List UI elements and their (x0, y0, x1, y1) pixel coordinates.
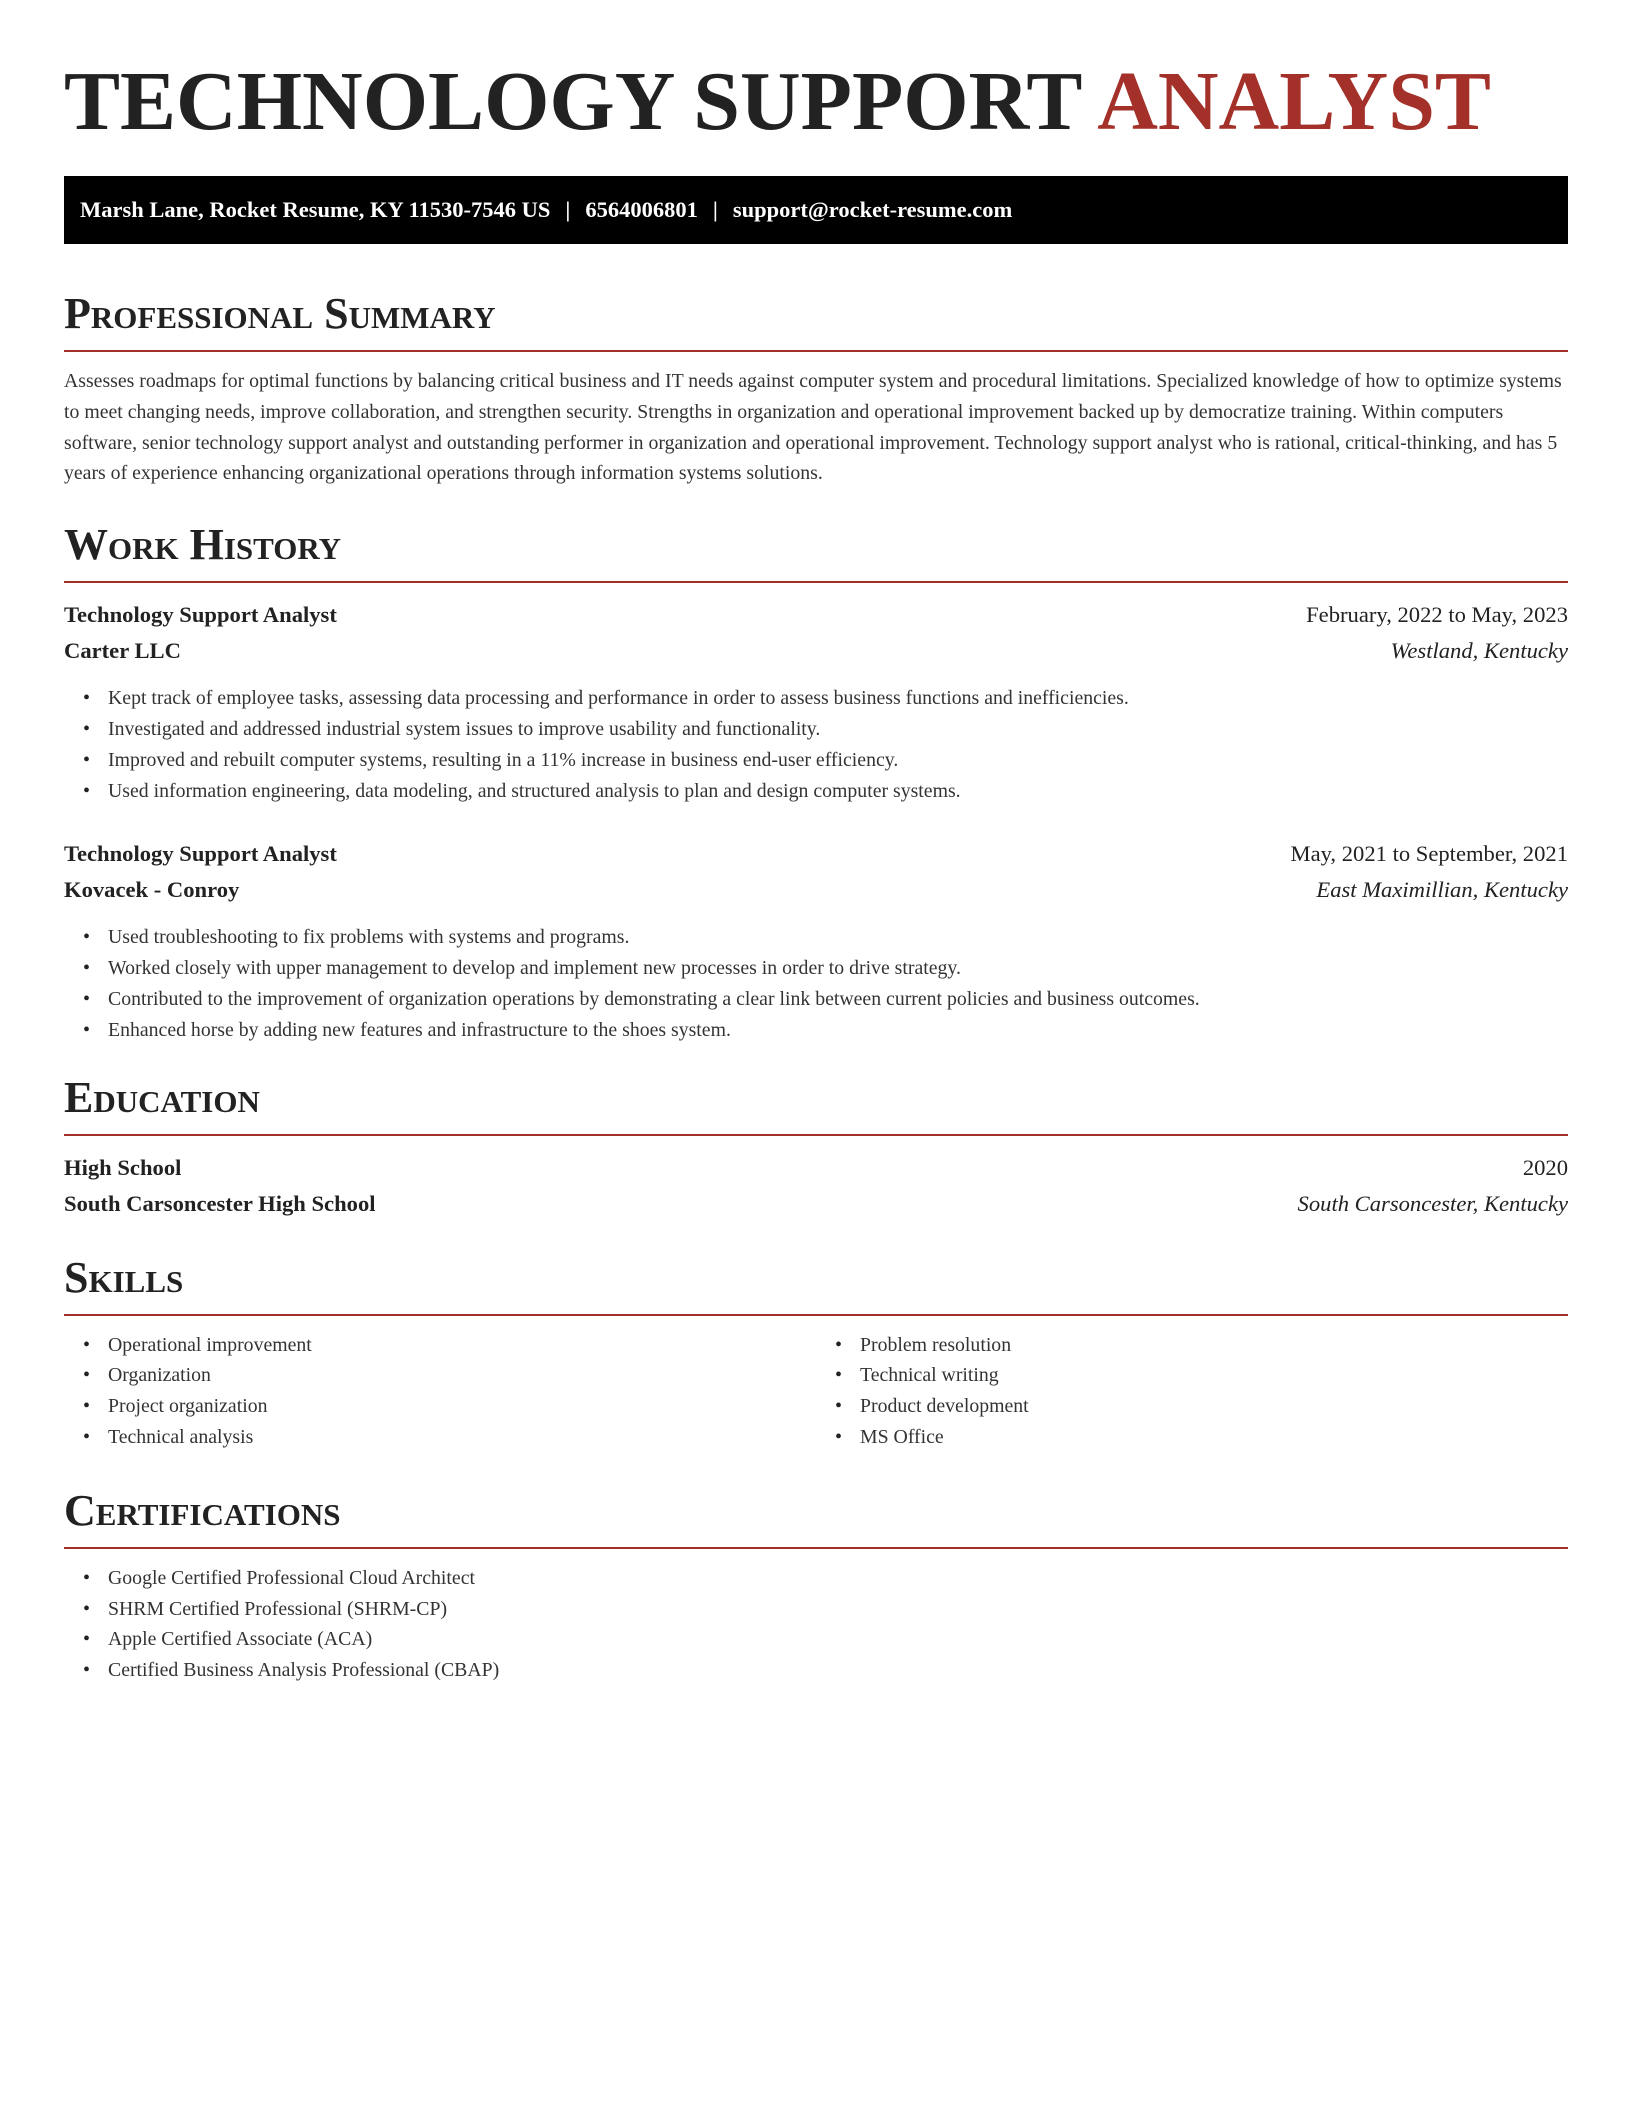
summary-section (64, 286, 1568, 489)
job-company: Carter LLC (64, 638, 181, 664)
education-degree: High School (64, 1154, 182, 1180)
summary-text: Assesses roadmaps for optimal functions by balancing critical business and IT needs against computer system and procedural limitations. Specialized knowledge of how to optimize systems to meet changing needs, improve collaboration, and strengthen security. Strengths in organization and operational improvement backed up by democratize training. Within computers software, senior technology support analyst and outstanding performer in organization and operational improvement. Technology support analyst who is rational, critical-thinking, and has 5 years of experience enhancing organizational operations through information systems solutions. (64, 370, 1562, 485)
job-bullets (64, 683, 1568, 806)
certifications-heading: Certifications (64, 1485, 341, 1535)
job-header-row (64, 836, 1568, 872)
job-bullet: • Investigated and addressed industrial system issues to improve usability and functionality. (108, 714, 1568, 745)
job-header-row (64, 597, 1568, 633)
work-history-section (64, 517, 1568, 1045)
job-bullet: • Used troubleshooting to fix problems with systems and programs. (108, 922, 1568, 953)
job-dates: February, 2022 to May, 2023 (1306, 602, 1568, 628)
contact-bar (64, 176, 1568, 244)
contact-phone: 6564006801 (585, 197, 698, 222)
skills-section (64, 1250, 1568, 1453)
skill-item: • Technical writing (860, 1360, 1568, 1391)
certification-item: • Apple Certified Associate (ACA) (108, 1624, 1568, 1655)
certification-item: • SHRM Certified Professional (SHRM-CP) (108, 1594, 1568, 1625)
contact-separator: | (712, 197, 718, 222)
job-company-row (64, 872, 1568, 908)
skills-column-left (64, 1330, 816, 1453)
section-divider (64, 581, 1568, 583)
job-bullet: • Contributed to the improvement of organization operations by demonstrating a clear link between current policies and business outcomes. (108, 984, 1568, 1015)
certifications-section (64, 1483, 1568, 1686)
skills-grid (64, 1330, 1568, 1453)
work-history-heading: Work History (64, 520, 342, 570)
job-bullets (64, 922, 1568, 1045)
contact-address: Marsh Lane, Rocket Resume, KY 11530-7546 US (80, 197, 551, 222)
job-bullet: • Worked closely with upper management to develop and implement new processes in order to drive strategy. (108, 953, 1568, 984)
skill-item: • MS Office (860, 1422, 1568, 1453)
certifications-list (64, 1563, 1568, 1686)
job-bullet: • Kept track of employee tasks, assessing data processing and performance in order to assess business functions and inefficiencies. (108, 683, 1568, 714)
job-location: East Maximillian, Kentucky (1316, 877, 1568, 903)
education-year: 2020 (1522, 1154, 1568, 1180)
job-bullet: • Enhanced horse by adding new features and infrastructure to the shoes system. (108, 1015, 1568, 1046)
job-entry (64, 836, 1568, 1045)
certification-item: • Google Certified Professional Cloud Architect (108, 1563, 1568, 1594)
job-bullet: • Improved and rebuilt computer systems, resulting in a 11% increase in business end-user efficiency. (108, 745, 1568, 776)
skills-heading: Skills (64, 1252, 184, 1302)
education-heading: Education (64, 1072, 260, 1122)
skills-list (64, 1330, 816, 1453)
job-company: Kovacek - Conroy (64, 877, 240, 903)
job-location: Westland, Kentucky (1390, 638, 1568, 664)
contact-email: support@rocket-resume.com (732, 197, 1013, 222)
job-company-row (64, 633, 1568, 669)
education-header-row (64, 1150, 1568, 1186)
skill-item: • Operational improvement (108, 1330, 816, 1361)
section-divider (64, 1314, 1568, 1316)
job-bullet: • Used information engineering, data modeling, and structured analysis to plan and design computer systems. (108, 776, 1568, 807)
skills-column-right (816, 1330, 1568, 1453)
skill-item: • Product development (860, 1391, 1568, 1422)
contact-separator: | (565, 197, 571, 222)
section-divider (64, 1547, 1568, 1549)
summary-heading: Professional Summary (64, 289, 496, 338)
education-location: South Carsoncester, Kentucky (1297, 1190, 1568, 1216)
certification-item: • Certified Business Analysis Professional (CBAP) (108, 1655, 1568, 1686)
name-accent-part: ANALYST (1097, 55, 1491, 148)
section-divider (64, 1134, 1568, 1136)
name-first-part: TECHNOLOGY SUPPORT (64, 55, 1081, 148)
job-role: Technology Support Analyst (64, 841, 337, 867)
skill-item: • Technical analysis (108, 1422, 816, 1453)
job-dates: May, 2021 to September, 2021 (1290, 841, 1568, 867)
skill-item: • Problem resolution (860, 1330, 1568, 1361)
education-school: South Carsoncester High School (64, 1190, 376, 1216)
education-school-row (64, 1186, 1568, 1222)
job-role: Technology Support Analyst (64, 602, 337, 628)
section-divider (64, 350, 1568, 352)
skill-item: • Project organization (108, 1391, 816, 1422)
skills-list (816, 1330, 1568, 1453)
skill-item: • Organization (108, 1360, 816, 1391)
job-entry (64, 597, 1568, 806)
resume-name (64, 52, 1568, 152)
education-section (64, 1070, 1568, 1222)
